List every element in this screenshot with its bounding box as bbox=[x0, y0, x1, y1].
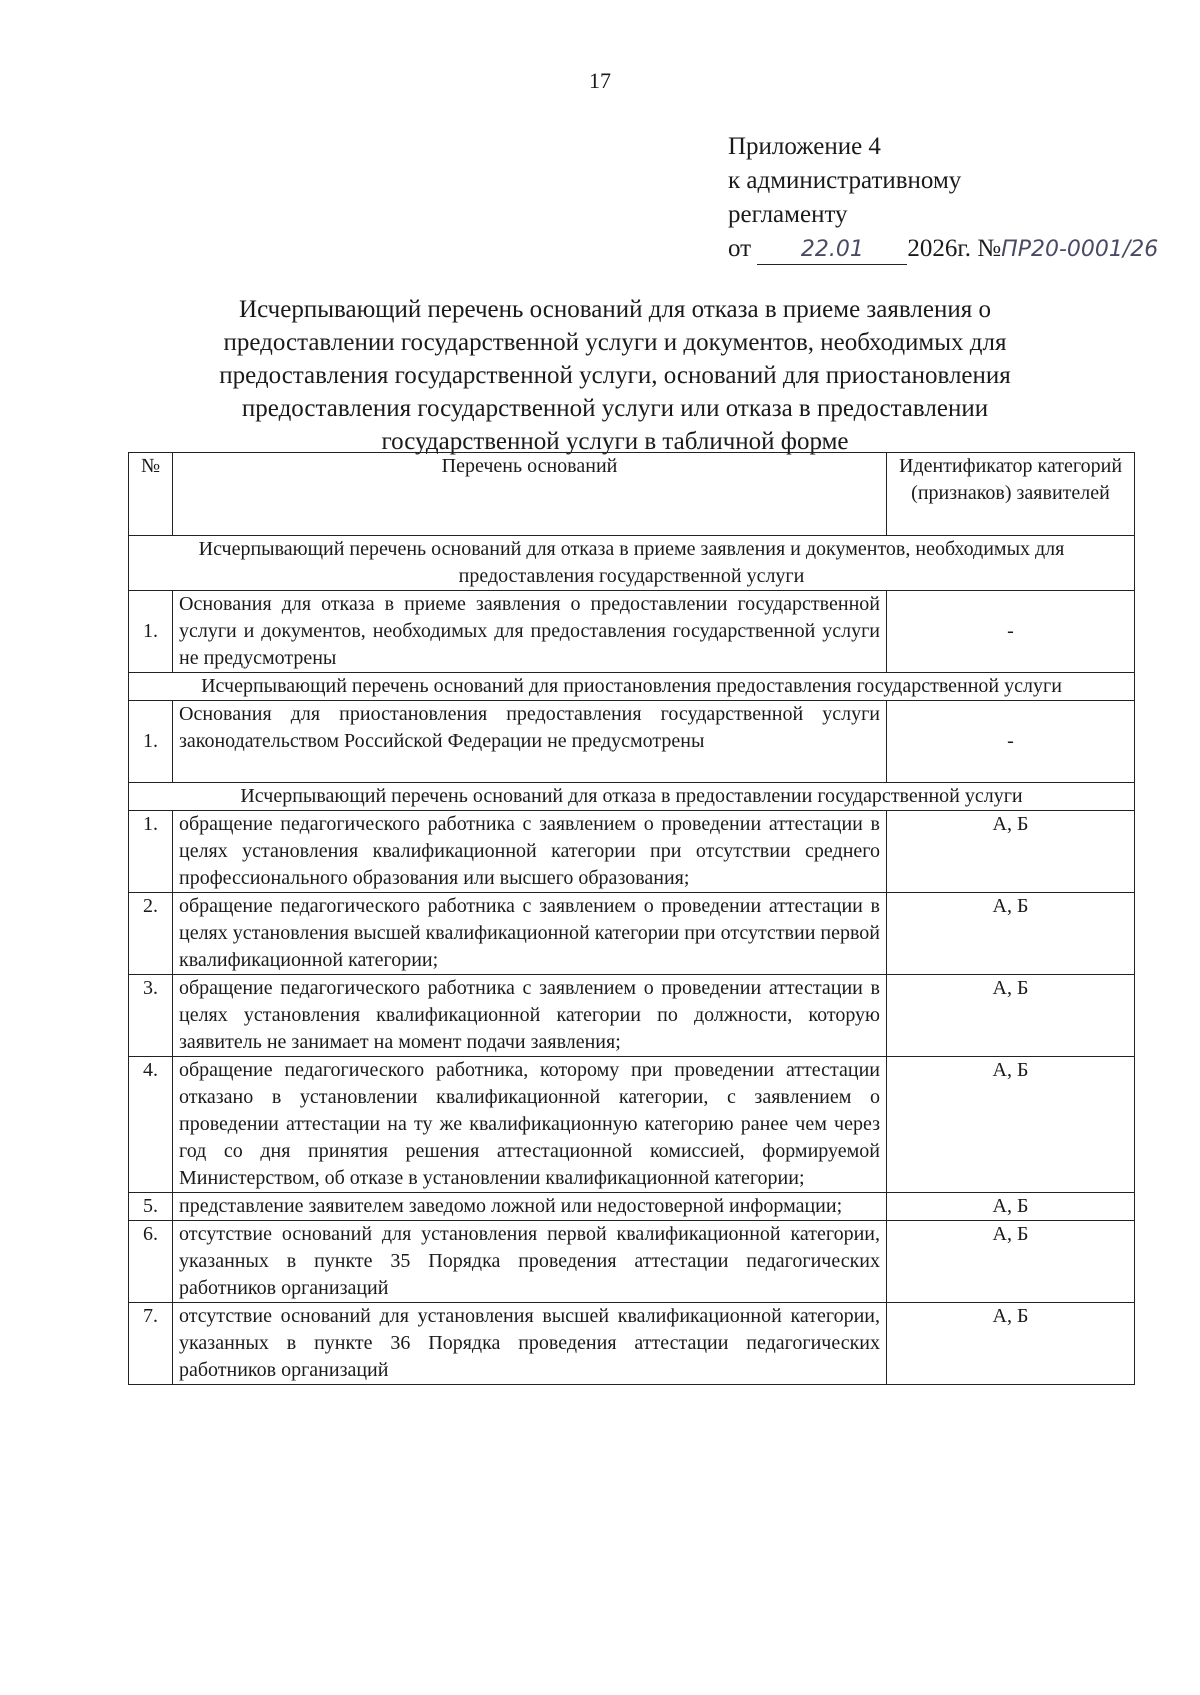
title-line: государственной услуги в табличной форме bbox=[381, 428, 849, 455]
section-title: Исчерпывающий перечень оснований для отказа в приеме заявления и документов, необходимых для предоставления государственной услуги bbox=[129, 536, 1135, 591]
table-row bbox=[129, 1193, 1135, 1221]
row-text: Основания для отказа в приеме заявления о предоставлении государственной услуги и документов, необходимых для предоставления государственной услуги не предусмотрены bbox=[173, 591, 887, 673]
row-number: 2. bbox=[129, 893, 173, 975]
row-number: 6. bbox=[129, 1221, 173, 1303]
row-number: 7. bbox=[129, 1303, 173, 1385]
row-text: Основания для приостановления предоставления государственной услуги законодательством Российской Федерации не предусмотрены bbox=[173, 701, 887, 783]
row-text: отсутствие оснований для установления высшей квалификационной категории, указанных в пункте 36 Порядка проведения аттестации педагогических работников организаций bbox=[173, 1303, 887, 1385]
row-identifier: - bbox=[887, 701, 1135, 783]
row-number: 3. bbox=[129, 975, 173, 1057]
grounds-table bbox=[128, 452, 1135, 1385]
table-row bbox=[129, 1303, 1135, 1385]
handwritten-date: 22.01 bbox=[757, 236, 907, 265]
row-text: обращение педагогического работника с заявлением о проведении аттестации в целях установления квалификационной категории при отсутствии среднего профессионального образования или высшего образования; bbox=[173, 811, 887, 893]
table-row bbox=[129, 811, 1135, 893]
section-title: Исчерпывающий перечень оснований для приостановления предоставления государственной услуги bbox=[129, 673, 1135, 701]
section-row bbox=[129, 536, 1135, 591]
section-row bbox=[129, 673, 1135, 701]
row-text: обращение педагогического работника с заявлением о проведении аттестации в целях установления квалификационной категории по должности, которую заявитель не занимает на момент подачи заявления; bbox=[173, 975, 887, 1057]
row-number: 5. bbox=[129, 1193, 173, 1221]
appendix-line: Приложение 4 bbox=[728, 133, 881, 160]
header-number: № bbox=[129, 453, 173, 536]
table-row bbox=[129, 1057, 1135, 1193]
appendix-date-row bbox=[728, 232, 1158, 267]
row-identifier: А, Б bbox=[887, 893, 1135, 975]
section-row bbox=[129, 783, 1135, 811]
from-prefix: от bbox=[728, 235, 752, 262]
page-number: 17 bbox=[589, 68, 611, 93]
row-identifier: А, Б bbox=[887, 1193, 1135, 1221]
row-text: отсутствие оснований для установления первой квалификационной категории, указанных в пункте 35 Порядка проведения аттестации педагогических работников организаций bbox=[173, 1221, 887, 1303]
row-identifier: А, Б bbox=[887, 975, 1135, 1057]
table-row bbox=[129, 1221, 1135, 1303]
row-text: представление заявителем заведомо ложной или недостоверной информации; bbox=[173, 1193, 887, 1221]
header-identifier: Идентификатор категорий (признаков) заявителей bbox=[887, 453, 1135, 536]
row-number: 1. bbox=[129, 701, 173, 783]
row-text: обращение педагогического работника, которому при проведении аттестации отказано в установлении квалификационной категории, с заявлением о проведении аттестации на ту же квалификационную категорию ранее чем через год со дня принятия решения аттестационной комиссией, формируемой Министерством, об отказе в установлении квалификационной категории; bbox=[173, 1057, 887, 1193]
year-suffix: 2026г. № bbox=[907, 235, 1002, 262]
title-line: предоставлении государственной услуги и документов, необходимых для bbox=[223, 329, 1007, 356]
handwritten-number: ПР20-0001/26 bbox=[1001, 237, 1159, 262]
table-row bbox=[129, 893, 1135, 975]
document-title bbox=[150, 293, 1080, 458]
appendix-block bbox=[728, 130, 1158, 267]
row-text: обращение педагогического работника с заявлением о проведении аттестации в целях установления высшей квалификационной категории при отсутствии первой квалификационной категории; bbox=[173, 893, 887, 975]
table-row bbox=[129, 591, 1135, 673]
table-row bbox=[129, 975, 1135, 1057]
row-identifier: - bbox=[887, 591, 1135, 673]
title-line: предоставления государственной услуги или отказа в предоставлении bbox=[241, 395, 989, 422]
table-row bbox=[129, 701, 1135, 783]
row-identifier: А, Б bbox=[887, 811, 1135, 893]
table-header-row bbox=[129, 453, 1135, 536]
title-line: Исчерпывающий перечень оснований для отказа в приеме заявления о bbox=[239, 296, 991, 323]
header-basis: Перечень оснований bbox=[173, 453, 887, 536]
row-identifier: А, Б bbox=[887, 1057, 1135, 1193]
row-identifier: А, Б bbox=[887, 1221, 1135, 1303]
row-number: 1. bbox=[129, 591, 173, 673]
row-identifier: А, Б bbox=[887, 1303, 1135, 1385]
appendix-line: регламенту bbox=[728, 201, 848, 228]
row-number: 4. bbox=[129, 1057, 173, 1193]
section-title: Исчерпывающий перечень оснований для отказа в предоставлении государственной услуги bbox=[129, 783, 1135, 811]
title-line: предоставления государственной услуги, оснований для приостановления bbox=[219, 362, 1011, 389]
row-number: 1. bbox=[129, 811, 173, 893]
appendix-line: к административному bbox=[728, 167, 962, 194]
